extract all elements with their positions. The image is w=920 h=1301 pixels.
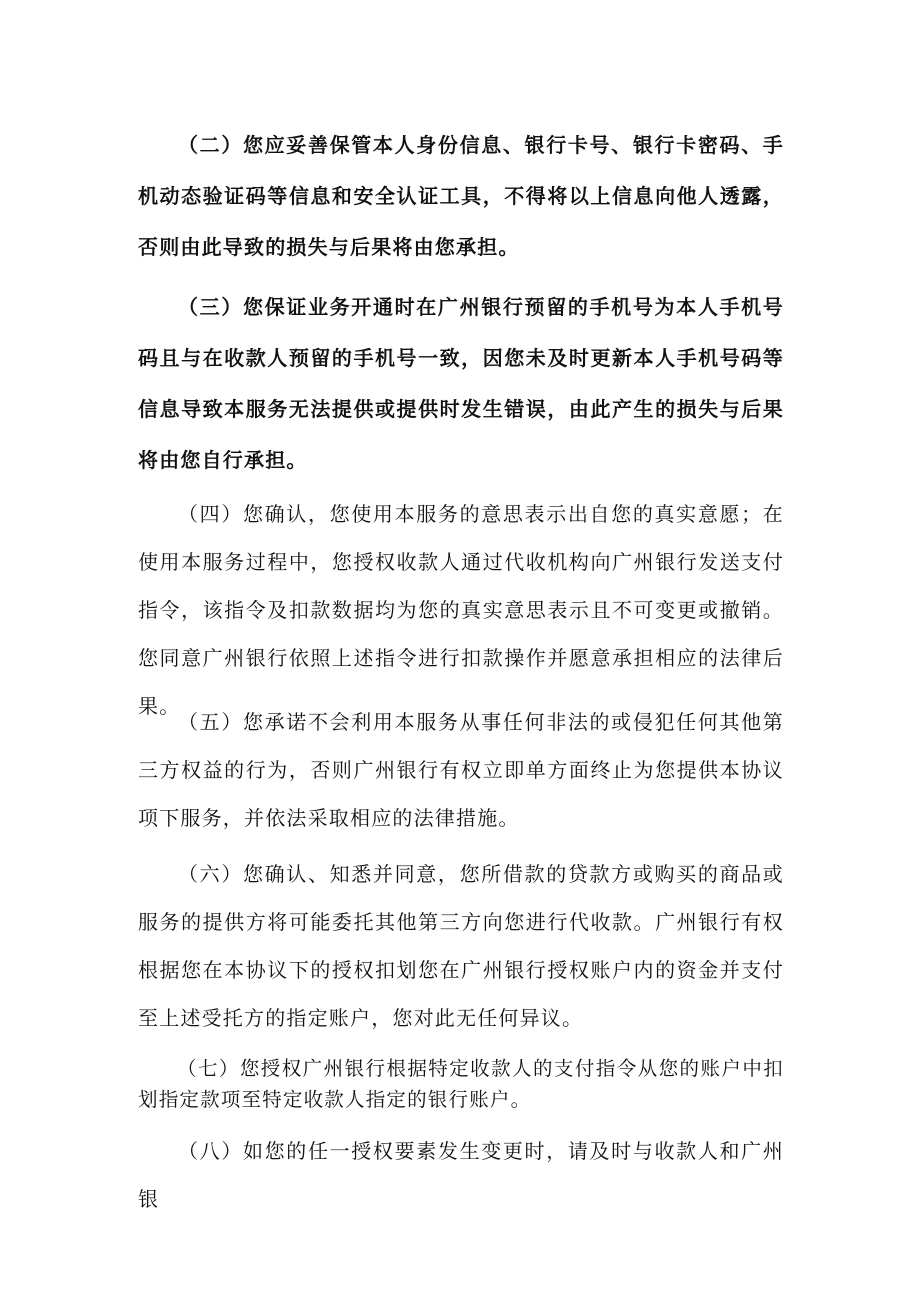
clause-5-paragraph: （五）您承诺不会利用本服务从事任何非法的或侵犯任何其他第三方权益的行为，否则广州银行有权立即单方面终止为您提供本协议项下服务，并依法采取相应的法律措施。 — [138, 710, 784, 830]
clause-4-paragraph: （四）您确认，您使用本服务的意思表示出自您的真实意愿；在使用本服务过程中，您授权收款人通过代收机构向广州银行发送支付指令，该指令及扣款数据均为您的真实意思表示且不可变更或撤销。您同意广州银行依照上述指令进行扣款操作并愿意承担相应的法律后果。 — [138, 502, 784, 718]
clause-8-paragraph: （八）如您的任一授权要素发生变更时，请及时与收款人和广州银 — [138, 1139, 784, 1211]
clause-6-paragraph: （六）您确认、知悉并同意，您所借款的贷款方或购买的商品或服务的提供方将可能委托其他第三方向您进行代收款。广州银行有权根据您在本协议下的授权扣划您在广州银行授权账户内的资金并支付至上述受托方的指定账户，您对此无任何异议。 — [138, 862, 784, 1030]
clause-3-paragraph: （三）您保证业务开通时在广州银行预留的手机号为本人手机号码且与在收款人预留的手机号一致，因您未及时更新本人手机号码等信息导致本服务无法提供或提供时发生错误，由此产生的损失与后果将由您自行承担。 — [138, 295, 784, 472]
clause-2-paragraph: （二）您应妥善保管本人身份信息、银行卡号、银行卡密码、手机动态验证码等信息和安全认证工具，不得将以上信息向他人透露，否则由此导致的损失与后果将由您承担。 — [138, 133, 784, 259]
clause-7-paragraph: （七）您授权广州银行根据特定收款人的支付指令从您的账户中扣划指定款项至特定收款人指定的银行账户。 — [138, 1057, 784, 1111]
